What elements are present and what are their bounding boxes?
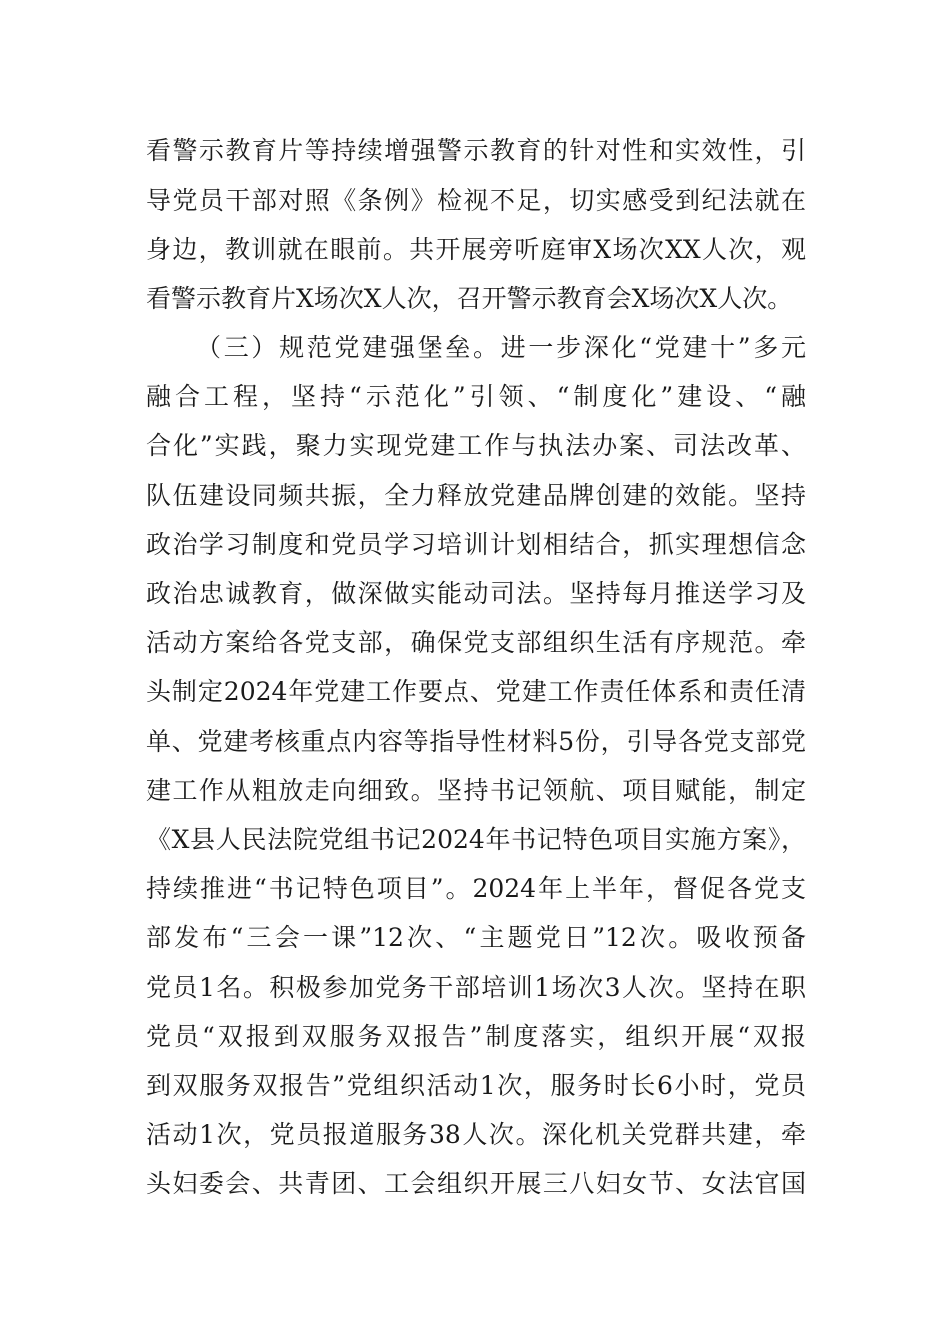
text-line-13: 单、党建考核重点内容等指导性材料5份，引导各党支部党 [146,727,806,756]
text-line-16: 持续推进“书记特色项目”。2024年上半年，督促各党支 [146,874,806,903]
text-line-20: 到双服务双报告”党组织活动1次，服务时长6小时，党员 [146,1071,806,1100]
text-line-9: 政治学习制度和党员学习培训计划相结合，抓实理想信念 [146,530,806,559]
text-line-22: 头妇委会、共青团、工会组织开展三八妇女节、女法官国 [146,1169,806,1198]
text-line-15: 《X县人民法院党组书记2024年书记特色项目实施方案》， [146,825,806,854]
text-line-10: 政治忠诚教育，做深做实能动司法。坚持每月推送学习及 [146,579,806,608]
text-line-18: 党员1名。积极参加党务干部培训1场次3人次。坚持在职 [146,973,806,1002]
section-heading-line: （三）规范党建强堡垒。进一步深化“党建十”多元 [196,333,806,362]
text-line-11: 活动方案给各党支部，确保党支部组织生活有序规范。牵 [146,628,806,657]
text-line-21: 活动1次，党员报道服务38人次。深化机关党群共建，牵 [146,1120,806,1149]
text-line-12: 头制定2024年党建工作要点、党建工作责任体系和责任清 [146,677,806,706]
text-line-6: 融合工程，坚持“示范化”引领、“制度化”建设、“融 [146,382,806,411]
text-line-8: 队伍建设同频共振，全力释放党建品牌创建的效能。坚持 [146,481,806,510]
text-line-7: 合化”实践，聚力实现党建工作与执法办案、司法改革、 [146,431,806,460]
text-line-1: 看警示教育片等持续增强警示教育的针对性和实效性，引 [146,136,806,165]
text-line-3: 身边，教训就在眼前。共开展旁听庭审X场次XX人次，观 [146,235,806,264]
text-line-17: 部发布“三会一课”12次、“主题党日”12次。吸收预备 [146,923,806,952]
text-line-14: 建工作从粗放走向细致。坚持书记领航、项目赋能，制定 [146,776,806,805]
text-line-2: 导党员干部对照《条例》检视不足，切实感受到纪法就在 [146,186,806,215]
text-line-4: 看警示教育片X场次X人次，召开警示教育会X场次X人次。 [146,284,793,313]
text-line-19: 党员“双报到双服务双报告”制度落实，组织开展“双报 [146,1022,806,1051]
